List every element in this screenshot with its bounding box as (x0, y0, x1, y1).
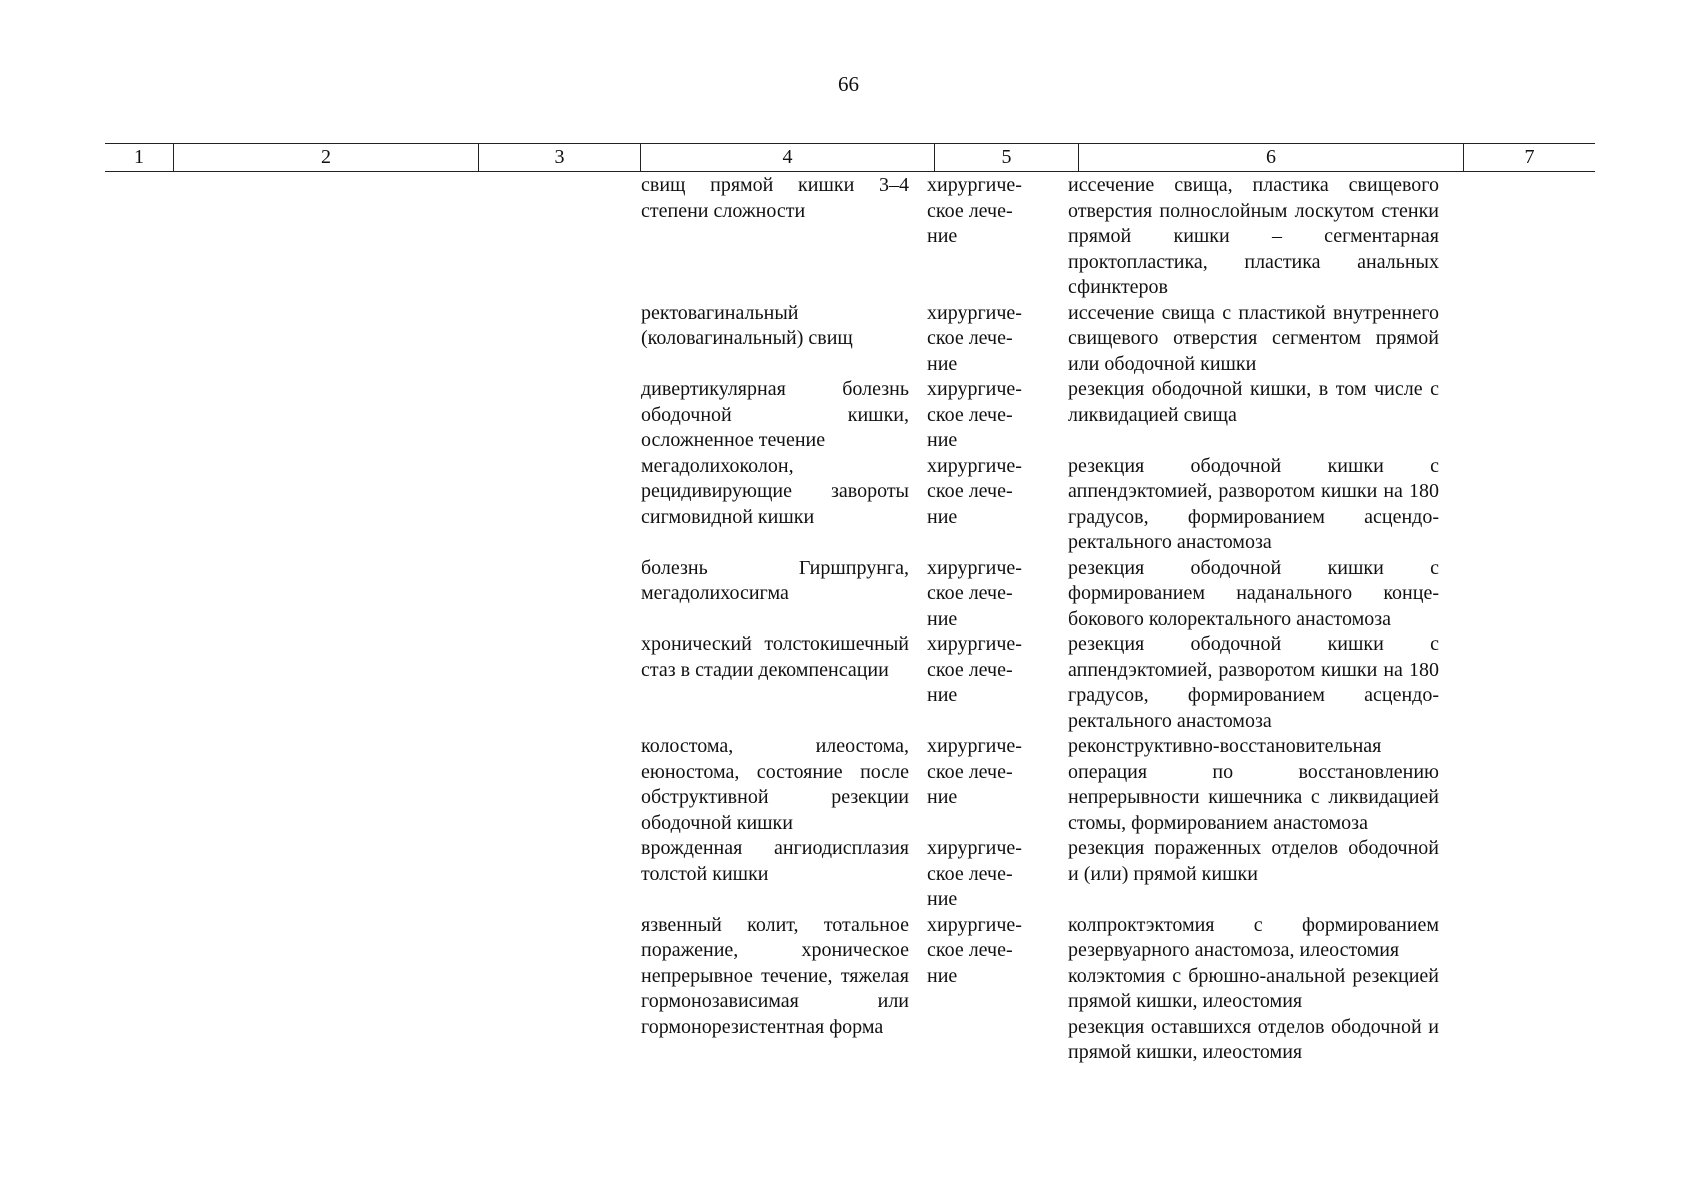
treatment-cell (918, 377, 1061, 454)
method-cell (1061, 913, 1451, 1066)
table-row (641, 301, 1451, 378)
table-row (641, 173, 1451, 301)
treatment-cell (918, 632, 1061, 734)
treatment-line: ние (927, 964, 958, 987)
treatment-line: ние (927, 352, 958, 375)
treatment-line: ние (927, 505, 958, 528)
method-cell: резекция ободочной кишки с аппендэктомией, разворотом кишки на 180 градусов, формированием асцендо-ректального анастомоза (1068, 633, 1439, 732)
treatment-line: хирургиче- (927, 556, 1022, 579)
method-text: резекция оставшихся отделов ободочной и прямой кишки, илеостомия (1068, 1015, 1439, 1063)
treatment-line: ние (927, 607, 958, 630)
table-row (641, 836, 1451, 913)
diagnosis-cell: дивертикулярная болезнь ободочной кишки, осложненное течение (641, 378, 909, 451)
treatment-line: хирургиче- (927, 913, 1022, 936)
diagnosis-cell: болезнь Гиршпрунга, мегадолихосигма (641, 556, 909, 604)
table-header-row (105, 143, 1595, 172)
treatment-line: ние (927, 786, 958, 808)
method-cell: резекция ободочной кишки с аппендэктомией, разворотом кишки на 180 градусов, формированием асцендо-ректального анастомоза (1068, 454, 1439, 553)
diagnosis-cell: свищ прямой кишки 3–4 степени сложности (641, 174, 909, 222)
method-cell: реконструктивно-восстановительная операция по восстановлению непрерывности кишечника с ликвидацией стомы, формированием анастомоза (1068, 735, 1439, 834)
method-cell: иссечение свища с пластикой внутреннего свищевого отверстия сегментом прямой или ободочной кишки (1068, 301, 1439, 375)
diagnosis-cell: колостома, илеостома, еюностома, состояние после обструктивной резекции ободочной кишки (641, 735, 909, 834)
diagnosis-cell: язвенный колит, тотальное поражение, хроническое непрерывное течение, тяжелая гормонозависимая или гормонорезистентная форма (641, 913, 909, 1038)
diagnosis-cell: хронический толстокишечный стаз в стадии декомпенсации (641, 633, 909, 681)
treatment-line: хирургиче- (927, 454, 1022, 477)
treatment-cell (918, 734, 1061, 836)
treatment-cell (918, 173, 1061, 301)
treatment-line: ское лече- (927, 760, 1013, 783)
table-row (641, 556, 1451, 633)
diagnosis-cell: врожденная ангиодисплазия толстой кишки (641, 837, 909, 885)
method-text: колэктомия с брюшно-анальной резекцией прямой кишки, илеостомия (1068, 964, 1439, 1012)
treatment-cell (918, 556, 1061, 633)
method-cell: резекция ободочной кишки, в том числе с ликвидацией свища (1068, 378, 1439, 426)
header-col-3: 3 (479, 144, 641, 171)
table-row (641, 632, 1451, 734)
diagnosis-cell: ректовагинальный (коловагинальный) свищ (641, 301, 853, 349)
treatment-line: ние (927, 429, 958, 451)
treatment-line: хирургиче- (927, 837, 1022, 859)
treatment-line: ние (927, 888, 958, 910)
treatment-line: хирургиче- (927, 633, 1022, 655)
treatment-line: ское лече- (927, 582, 1013, 604)
header-col-2: 2 (174, 144, 479, 171)
page-number: 66 (838, 72, 859, 96)
treatment-cell (918, 454, 1061, 556)
treatment-line: ское лече- (927, 480, 1013, 502)
header-col-4: 4 (641, 144, 935, 171)
treatment-line: хирургиче- (927, 174, 1022, 196)
method-text: колпроктэктомия с формированием резервуарного анастомоза, илеостомия (1068, 913, 1439, 961)
table-body (641, 173, 1451, 1066)
treatment-line: ское лече- (927, 403, 1013, 426)
treatment-line: ние (927, 225, 958, 247)
treatment-line: ское лече- (927, 199, 1013, 222)
treatment-line: ское лече- (927, 327, 1013, 349)
treatment-line: ние (927, 684, 958, 706)
treatment-line: хирургиче- (927, 301, 1022, 324)
table-row (641, 377, 1451, 454)
header-col-7: 7 (1524, 146, 1535, 168)
header-col-6: 6 (1079, 144, 1464, 171)
treatment-line: хирургиче- (927, 735, 1022, 757)
method-cell: резекция пораженных отделов ободочной и (или) прямой кишки (1068, 837, 1439, 885)
treatment-line: ское лече- (927, 939, 1013, 961)
table-row (641, 734, 1451, 836)
treatment-cell (918, 913, 1061, 1066)
treatment-cell (918, 301, 1061, 378)
diagnosis-cell: мегадолихоколон, рецидивирующие завороты сигмовидной кишки (641, 454, 909, 528)
header-col-1: 1 (105, 144, 174, 171)
table-row (641, 454, 1451, 556)
treatment-cell (918, 836, 1061, 913)
method-cell: резекция ободочной кишки с формированием наданального конце-бокового колоректального анастомоза (1068, 556, 1439, 630)
header-col-5: 5 (935, 144, 1079, 171)
treatment-line: ское лече- (927, 862, 1013, 885)
treatment-line: хирургиче- (927, 378, 1022, 400)
treatment-line: ское лече- (927, 658, 1013, 681)
table-row (641, 913, 1451, 1066)
method-cell: иссечение свища, пластика свищевого отверстия полнослойным лоскутом стенки прямой кишки – сегментарная проктопластика, пластика анальных сфинктеров (1068, 174, 1439, 298)
